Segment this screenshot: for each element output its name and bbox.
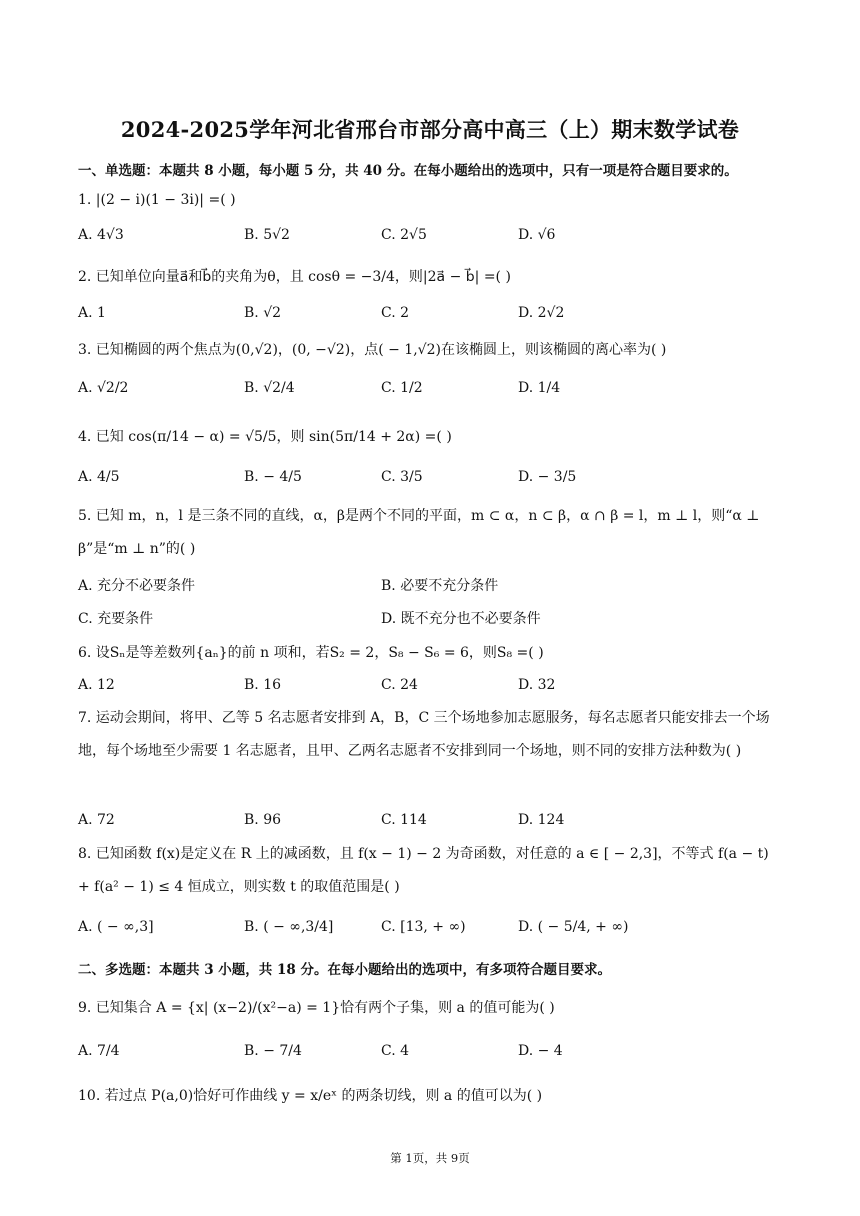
question-4-options — [78, 469, 784, 491]
option-c: C. 114 — [381, 812, 427, 828]
option-c: C. 2 — [381, 305, 410, 321]
option-a: A. ( − ∞,3] — [78, 919, 154, 935]
option-b: B. 16 — [244, 677, 282, 693]
option-b: B. √2 — [244, 305, 282, 321]
option-b: B. 必要不充分条件 — [381, 578, 499, 594]
question-5-options-row-1 — [78, 575, 784, 597]
option-d: D. ( − 5/4, + ∞) — [518, 919, 629, 935]
question-8-options — [78, 919, 784, 941]
question-9-options — [78, 1043, 784, 1065]
section-single-choice-header: 一、单选题：本题共 8 小题，每小题 5 分，共 40 分。在每小题给出的选项中，只有一项是符合题目要求的。 — [78, 163, 738, 179]
question-3: 3. 已知椭圆的两个焦点为(0,√2)，(0, −√2)，点( − 1,√2)在该椭圆上，则该椭圆的离心率为( ) — [78, 342, 667, 358]
option-a: A. 7/4 — [78, 1043, 120, 1059]
option-a: A. 4/5 — [78, 469, 120, 485]
question-7: 7. 运动会期间，将甲、乙等 5 名志愿者安排到 A，B，C 三个场地参加志愿服务，每名志愿者只能安排去一个场地，每个场地至少需要 1 名志愿者，且甲、乙两名志愿者不安排到同一个场地，则不同的安排方法种数为( ) — [78, 710, 770, 759]
option-c: C. 1/2 — [381, 380, 423, 396]
option-b: B. ( − ∞,3/4] — [244, 919, 334, 935]
option-d: D. √6 — [518, 227, 556, 243]
option-c: C. 充要条件 — [78, 611, 154, 627]
question-6: 6. 设Sₙ是等差数列{aₙ}的前 n 项和，若S₂ = 2，S₈ − S₆ = 6，则S₈ =( ) — [78, 645, 544, 661]
option-b: B. 96 — [244, 812, 282, 828]
option-a: A. 72 — [78, 812, 115, 828]
question-6-options — [78, 677, 784, 699]
option-a: A. 4√3 — [78, 227, 124, 243]
question-9: 9. 已知集合 A = {x| (x−2)/(x²−a) = 1}恰有两个子集，则 a 的值可能为( ) — [78, 1000, 555, 1016]
option-a: A. 1 — [78, 305, 106, 321]
option-d: D. − 4 — [518, 1043, 563, 1059]
option-a: A. 充分不必要条件 — [78, 578, 196, 594]
option-b: B. − 4/5 — [244, 469, 302, 485]
option-c: C. 4 — [381, 1043, 410, 1059]
option-d: D. − 3/5 — [518, 469, 577, 485]
option-c: C. 3/5 — [381, 469, 423, 485]
question-1-options — [78, 227, 784, 249]
option-d: D. 32 — [518, 677, 556, 693]
question-1: 1. |(2 − i)(1 − 3i)| =( ) — [78, 192, 236, 208]
option-c: C. 24 — [381, 677, 418, 693]
question-7-options — [78, 812, 784, 834]
option-b: B. √2/4 — [244, 380, 295, 396]
page-title: 2024-2025学年河北省邢台市部分高中高三（上）期末数学试卷 — [120, 117, 740, 142]
option-d: D. 既不充分也不必要条件 — [381, 611, 541, 627]
question-2-options — [78, 305, 784, 327]
option-a: A. √2/2 — [78, 380, 129, 396]
option-a: A. 12 — [78, 677, 115, 693]
question-10: 10. 若过点 P(a,0)恰好可作曲线 y = x/eˣ 的两条切线，则 a 的值可以为( ) — [78, 1088, 543, 1104]
section-multiple-choice-header: 二、多选题：本题共 3 小题，共 18 分。在每小题给出的选项中，有多项符合题目要求。 — [78, 962, 611, 978]
option-d: D. 2√2 — [518, 305, 565, 321]
option-b: B. 5√2 — [244, 227, 290, 243]
question-3-options — [78, 380, 784, 402]
page-footer: 第 1页，共 9页 — [390, 1151, 470, 1165]
question-5: 5. 已知 m，n，l 是三条不同的直线，α，β是两个不同的平面，m ⊂ α，n ⊂ β，α ∩ β = l，m ⊥ l，则“α ⊥ β”是“m ⊥ n”的( ) — [78, 508, 760, 557]
question-5-options-row-2 — [78, 608, 784, 630]
option-c: C. 2√5 — [381, 227, 427, 243]
option-b: B. − 7/4 — [244, 1043, 302, 1059]
question-2: 2. 已知单位向量a⃗和b⃗的夹角为θ，且 cosθ = −3/4，则|2a⃗ − b⃗| =( ) — [78, 269, 511, 285]
option-c: C. [13, + ∞) — [381, 919, 466, 935]
option-d: D. 1/4 — [518, 380, 561, 396]
question-4: 4. 已知 cos(π/14 − α) = √5/5，则 sin(5π/14 + 2α) =( ) — [78, 429, 452, 445]
option-d: D. 124 — [518, 812, 565, 828]
question-8: 8. 已知函数 f(x)是定义在 R 上的减函数，且 f(x − 1) − 2 为奇函数，对任意的 a ∈ [ − 2,3]，不等式 f(a − t) + f(a² − 1) ≤ 4 恒成立，则实数 t 的取值范围是( ) — [78, 846, 769, 895]
